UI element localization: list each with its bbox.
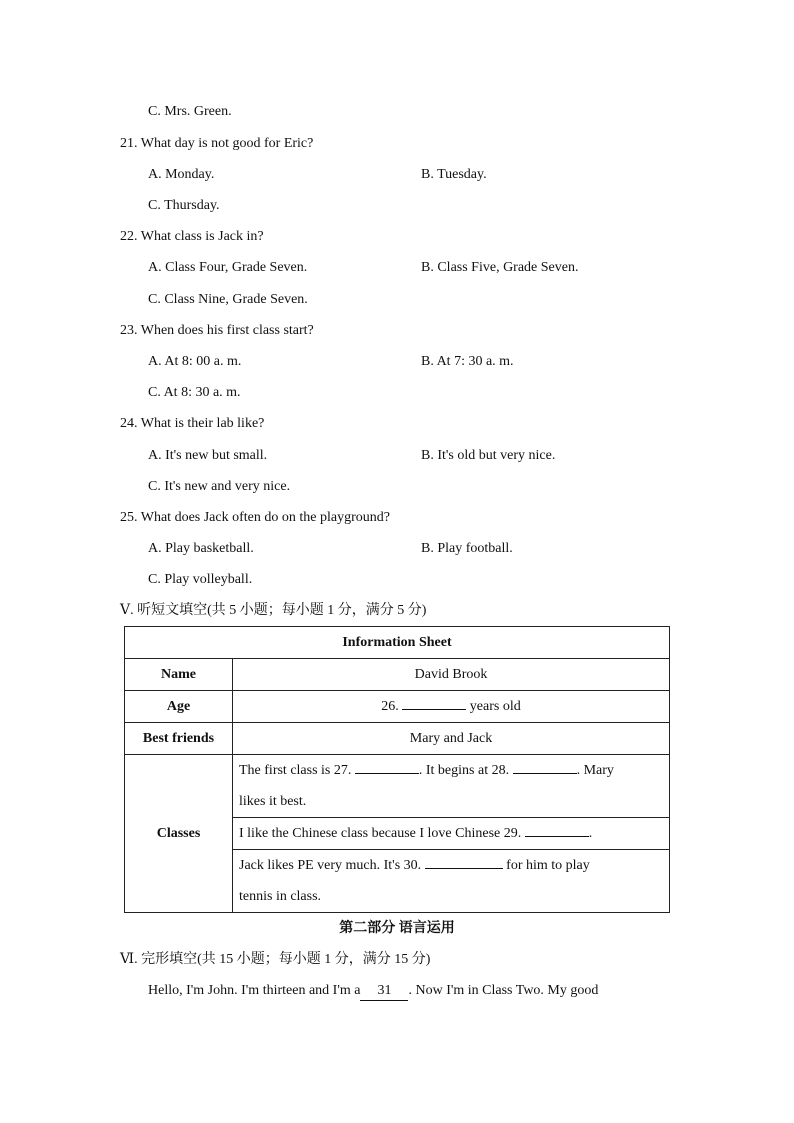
part-2-title: 第二部分 语言运用 xyxy=(339,921,455,936)
q25-question: 25. What does Jack often do on the playground? xyxy=(120,510,390,525)
q24-question: 24. What is their lab like? xyxy=(120,416,265,431)
row3-text-c: tennis in class. xyxy=(239,889,322,904)
classes-row-3 xyxy=(233,850,670,913)
q25-option-b: B. Play football. xyxy=(421,541,513,556)
best-friends-value: Mary and Jack xyxy=(233,723,670,755)
age-label: Age xyxy=(125,691,233,723)
q22-option-c: C. Class Nine, Grade Seven. xyxy=(148,292,308,307)
q21-option-a: A. Monday. xyxy=(148,167,215,182)
classes-label: Classes xyxy=(125,755,233,913)
section-6-title: Ⅵ. 完形填空(共 15 小题；每小题 1 分，满分 15 分) xyxy=(120,952,431,967)
name-value: David Brook xyxy=(233,659,670,691)
name-label: Name xyxy=(125,659,233,691)
q24-option-a: A. It's new but small. xyxy=(148,448,268,463)
q23-question: 23. When does his first class start? xyxy=(120,323,314,338)
row3-text-b: for him to play xyxy=(506,858,590,873)
row2-text-b: . xyxy=(588,826,593,841)
best-friends-label: Best friends xyxy=(125,723,233,755)
q21-option-b: B. Tuesday. xyxy=(421,167,487,182)
age-suffix: years old xyxy=(469,699,521,714)
blank-29[interactable] xyxy=(525,822,589,837)
blank-26[interactable] xyxy=(402,695,466,710)
classes-row-2 xyxy=(233,818,670,850)
q24-option-c: C. It's new and very nice. xyxy=(148,479,291,494)
q25-option-a: A. Play basketball. xyxy=(148,541,254,556)
section-5-title: Ⅴ. 听短文填空(共 5 小题；每小题 1 分，满分 5 分) xyxy=(120,603,427,618)
q22-option-a: A. Class Four, Grade Seven. xyxy=(148,260,308,275)
q20-option-c: C. Mrs. Green. xyxy=(148,104,232,119)
row1-text-b: . It begins at 28. xyxy=(418,763,510,778)
age-prefix: 26. xyxy=(381,699,399,714)
q21-option-c: C. Thursday. xyxy=(148,198,220,213)
sheet-title: Information Sheet xyxy=(125,627,670,659)
blank-27[interactable] xyxy=(355,759,419,774)
passage-text-b: . Now I'm in Class Two. My good xyxy=(408,983,599,998)
row3-text-a: Jack likes PE very much. It's 30. xyxy=(239,858,422,873)
information-sheet-table xyxy=(124,626,670,913)
row1-text-a: The first class is 27. xyxy=(239,763,352,778)
age-value xyxy=(233,691,670,723)
q24-option-b: B. It's old but very nice. xyxy=(421,448,556,463)
q23-option-b: B. At 7: 30 a. m. xyxy=(421,354,514,369)
passage-text-a: Hello, I'm John. I'm thirteen and I'm a xyxy=(148,983,361,998)
row2-text-a: I like the Chinese class because I love Chinese 29. xyxy=(239,826,522,841)
classes-row-1 xyxy=(233,755,670,818)
q25-option-c: C. Play volleyball. xyxy=(148,572,253,587)
blank-28[interactable] xyxy=(513,759,577,774)
q22-question: 22. What class is Jack in? xyxy=(120,229,264,244)
row1-text-c: . Mary xyxy=(576,763,614,778)
blank-31: 31 xyxy=(360,982,408,1001)
blank-30[interactable] xyxy=(425,854,503,869)
q22-option-b: B. Class Five, Grade Seven. xyxy=(421,260,579,275)
cloze-passage-line xyxy=(148,982,598,1001)
q23-option-c: C. At 8: 30 a. m. xyxy=(148,385,241,400)
row1-text-d: likes it best. xyxy=(239,794,307,809)
q23-option-a: A. At 8: 00 a. m. xyxy=(148,354,242,369)
q21-question: 21. What day is not good for Eric? xyxy=(120,136,314,151)
